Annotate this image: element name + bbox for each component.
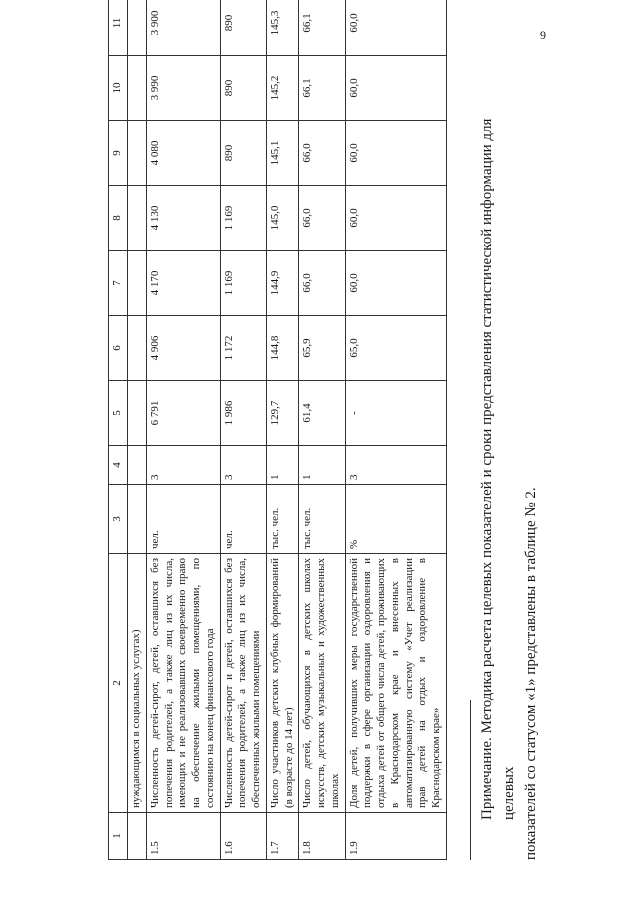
value-cell: 145,0 [266,186,299,251]
value-cell: 66,1 [299,0,345,56]
empty-cell [128,0,147,56]
value-cell: 144,8 [266,316,299,381]
row-description: Численность детей-сирот, детей, оставшихся без попечения родителей, а также лиц из их числа, имеющих и не реализовавших своевременно право на обеспечение жилыми помещениями, по состоянию на конец финансового года [146,554,220,813]
row-status: 1 [299,446,345,485]
continuation-text: нуждающимся в социальных услугах) [128,554,147,813]
row-unit: % [345,485,446,554]
empty-cell [128,485,147,554]
value-cell: 66,0 [299,121,345,186]
footnote-line-2: показателей со статусом «1» представлены в таблице № 2. [522,487,539,860]
empty-cell [128,56,147,121]
value-cell: 890 [220,56,266,121]
value-cell: 65,0 [345,316,446,381]
table-row [128,0,147,860]
value-cell: 60,0 [345,186,446,251]
value-cell: 6 791 [146,381,220,446]
row-unit: чел. [220,485,266,554]
value-cell: 1 172 [220,316,266,381]
empty-cell [128,446,147,485]
table-row [299,0,345,860]
empty-cell [128,381,147,446]
value-cell: 60,0 [345,0,446,56]
row-number: 1.9 [345,813,446,860]
header-cell: 5 [109,381,128,446]
row-description: Число детей, обучающихся в детских школах искусств, детских музыкальных и художественных школах [299,554,345,813]
page-number: 9 [540,28,546,42]
header-cell: 11 [109,0,128,56]
value-cell: 60,0 [345,56,446,121]
table-header-row [109,0,128,860]
header-cell: 4 [109,446,128,485]
row-status: 3 [146,446,220,485]
row-number: 1.5 [146,813,220,860]
value-cell: 61,4 [299,381,345,446]
value-cell: 1 986 [220,381,266,446]
row-number: 1.7 [266,813,299,860]
empty-cell [128,251,147,316]
empty-cell [128,186,147,251]
value-cell: 4 906 [146,316,220,381]
header-cell: 6 [109,316,128,381]
row-description: Число участников детских клубных формирований (в возрасте до 14 лет) [266,554,299,813]
value-cell: 66,0 [299,186,345,251]
row-status: 3 [220,446,266,485]
value-cell: 3 900 [146,0,220,56]
value-cell: 4 130 [146,186,220,251]
empty-cell [128,813,147,860]
footnote-line-1: Примечание. Методика расчета целевых показателей и сроки представления статистической информации для целевых [479,118,517,820]
row-status: 3 [345,446,446,485]
row-number: 1.6 [220,813,266,860]
row-description: Доля детей, получивших меры государственной поддержки в сфере организации оздоровления и отдыха детей от общего числа детей, проживающих в Краснодарском крае и внесенных в автоматизированную систему «Учет реализации прав детей на отдых и оздоровление в Краснодарском крае» [345,554,446,813]
value-cell: 66,1 [299,56,345,121]
value-cell: 65,9 [299,316,345,381]
value-cell: 890 [220,121,266,186]
empty-cell [128,316,147,381]
value-cell: 1 169 [220,186,266,251]
header-cell: 3 [109,485,128,554]
value-cell: 3 990 [146,56,220,121]
value-cell: 1 169 [220,251,266,316]
row-description: Численность детей-сирот и детей, оставшихся без попечения родителей, а также лиц из их числа, обеспеченных жилыми помещениями [220,554,266,813]
empty-cell [128,121,147,186]
row-status: 1 [266,446,299,485]
table-row [146,0,220,860]
value-cell: 60,0 [345,121,446,186]
footnote [470,65,542,860]
row-unit: тыс. чел. [266,485,299,554]
value-cell: - [345,381,446,446]
row-number: 1.8 [299,813,345,860]
value-cell: 66,0 [299,251,345,316]
value-cell: 4 170 [146,251,220,316]
table-row [266,0,299,860]
row-unit: тыс. чел. [299,485,345,554]
header-cell: 2 [109,554,128,813]
rotated-content [108,10,608,860]
header-cell: 1 [109,813,128,860]
value-cell: 60,0 [345,251,446,316]
value-cell: 4 080 [146,121,220,186]
value-cell: 144,9 [266,251,299,316]
value-cell: 890 [220,0,266,56]
header-cell: 10 [109,56,128,121]
footnote-rule [470,700,471,860]
value-cell: 145,1 [266,121,299,186]
indicators-table [108,0,447,860]
table-row [345,0,446,860]
row-unit: чел. [146,485,220,554]
table-row [220,0,266,860]
value-cell: 145,2 [266,56,299,121]
header-cell: 9 [109,121,128,186]
header-cell: 7 [109,251,128,316]
header-cell: 8 [109,186,128,251]
value-cell: 145,3 [266,0,299,56]
value-cell: 129,7 [266,381,299,446]
